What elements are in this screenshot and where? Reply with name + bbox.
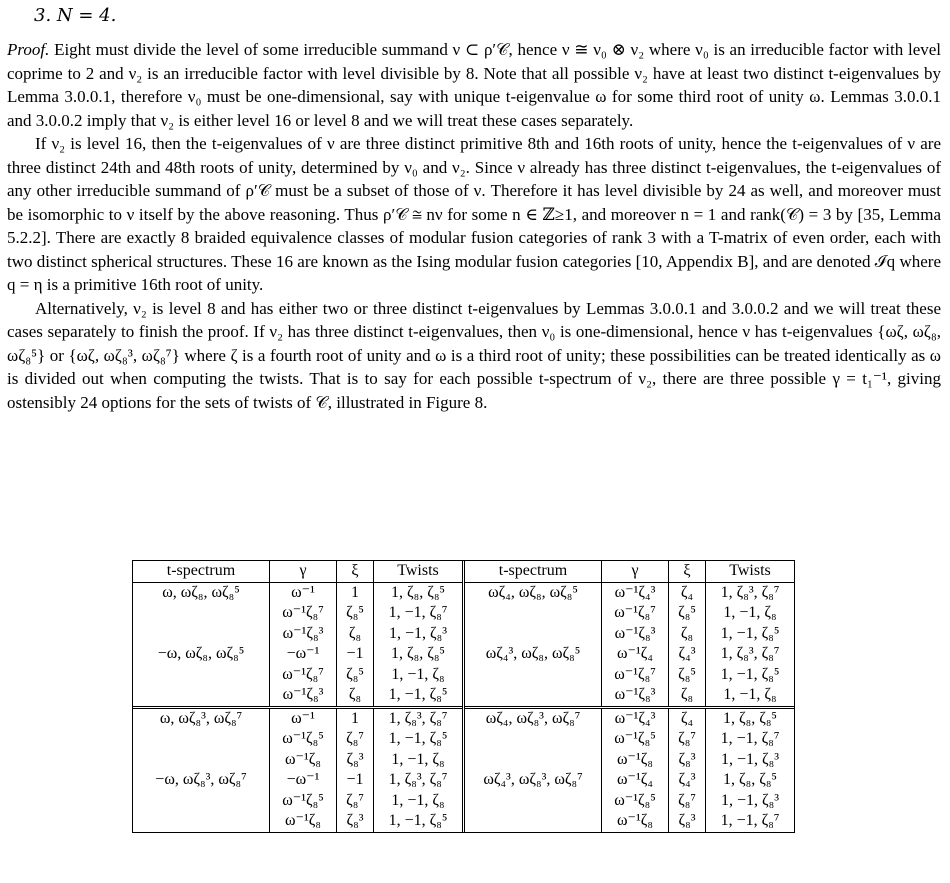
cell-twists: 1, ζ₈, ζ₈⁵ xyxy=(374,582,464,603)
cell-twists-2: 1, −1, ζ₈⁷ xyxy=(706,729,795,750)
cell-gamma-2: ω⁻¹ζ₈³ xyxy=(602,685,669,707)
cell-gamma-2: ω⁻¹ζ₈⁵ xyxy=(602,729,669,750)
cell-t-spectrum xyxy=(133,624,270,645)
cell-xi: −1 xyxy=(337,644,374,665)
cell-twists-2: 1, −1, ζ₈ xyxy=(706,603,795,624)
cell-t-spectrum: −ω, ωζ₈³, ωζ₈⁷ xyxy=(155,771,247,788)
cell-t-spectrum-2: ωζ₄, ωζ₈³, ωζ₈⁷ xyxy=(464,707,602,729)
cell-twists-2: 1, ζ₈³, ζ₈⁷ xyxy=(706,644,795,665)
cell-xi: ζ₈⁵ xyxy=(337,603,374,624)
header-xi-2: ξ xyxy=(669,561,706,582)
cell-gamma: ω⁻¹ζ₈³ xyxy=(270,685,337,707)
cell-xi: 1 xyxy=(337,582,374,603)
cell-t-spectrum-2 xyxy=(464,750,602,771)
header-xi: ξ xyxy=(337,561,374,582)
cell-gamma: −ω⁻¹ xyxy=(270,644,337,665)
table-row xyxy=(133,791,794,812)
table-block xyxy=(133,707,794,832)
table-row xyxy=(133,729,794,750)
cell-twists-2: 1, ζ₈, ζ₈⁵ xyxy=(706,770,795,791)
cell-gamma: ω⁻¹ζ₈⁷ xyxy=(270,665,337,686)
cell-twists-2: 1, ζ₈³, ζ₈⁷ xyxy=(706,582,795,603)
cell-xi: ζ₈ xyxy=(337,685,374,707)
cell-t-spectrum-2: ωζ₄, ωζ₈, ωζ₈⁵ xyxy=(464,582,602,603)
cell-twists: 1, −1, ζ₈ xyxy=(374,750,464,771)
cell-xi-2: ζ₈⁵ xyxy=(669,665,706,686)
cell-t-spectrum-2 xyxy=(464,685,602,707)
cell-twists: 1, ζ₈, ζ₈⁵ xyxy=(374,644,464,665)
table-block xyxy=(133,582,794,707)
cell-gamma: ω⁻¹ xyxy=(270,707,337,729)
case-heading: 3. N = 4. xyxy=(34,5,117,26)
cell-t-spectrum-2 xyxy=(464,811,602,832)
paragraph-text-1: Eight must divide the level of some irreducible summand ν ⊂ ρ′𝒞, hence ν ≅ ν₀ ⊗ ν₂ where ν₀ is an irreducible factor with level coprime to 2 and ν₂ is an irreducible factor with level divisible by 8. Note that all possible ν₂ have at least two distinct t-eigenvalues by Lemma 3.0.0.1, therefore ν₀ must be one-dimensional, say with unique t-eigenvalue ω for some third root of unity ω. Lemmas 3.0.0.1 and 3.0.0.2 imply that ν₂ is either level 16 or level 8 and we will treat these cases separately. xyxy=(7,40,942,130)
cell-xi-2: ζ₄ xyxy=(669,582,706,603)
table-row xyxy=(133,644,794,665)
cell-gamma-2: ω⁻¹ζ₄ xyxy=(602,644,669,665)
cell-twists: 1, −1, ζ₈⁵ xyxy=(374,685,464,707)
cell-t-spectrum-2 xyxy=(464,665,602,686)
cell-t-spectrum-2 xyxy=(464,603,602,624)
cell-t-spectrum xyxy=(133,603,270,624)
proof-paragraph-1 xyxy=(7,38,941,132)
cell-twists-2: 1, −1, ζ₈³ xyxy=(706,750,795,771)
cell-twists: 1, ζ₈³, ζ₈⁷ xyxy=(374,707,464,729)
cell-xi: ζ₈⁷ xyxy=(337,729,374,750)
cell-t-spectrum-2: ωζ₄³, ωζ₈³, ωζ₈⁷ xyxy=(464,770,602,791)
cell-gamma: ω⁻¹ζ₈³ xyxy=(270,624,337,645)
cell-t-spectrum: −ω, ωζ₈, ωζ₈⁵ xyxy=(157,645,245,662)
table-row xyxy=(133,665,794,686)
proof-paragraph-3: Alternatively, ν₂ is level 8 and has either two or three distinct t-eigenvalues by Lemmas 3.0.0.1 and 3.0.0.2 and we will treat these cases separately to finish the proof. If ν₂ has three distinct t-eigenvalues, then ν₀ is one-dimensional, hence ν has t-eigenvalues {ωζ, ωζ₈, ωζ₈⁵} or {ωζ, ωζ₈³, ωζ₈⁷} where ζ is a fourth root of unity and ω is a third root of unity; these possibilities can be treated identically as ω is divided out when computing the twists. That is to say for each possible t-spectrum of ν₂, there are three possible γ = t₁⁻¹, giving ostensibly 24 options for the sets of twists of 𝒞, illustrated in Figure 8. xyxy=(7,298,941,412)
twists-table xyxy=(132,560,795,833)
cell-xi: ζ₈ xyxy=(337,624,374,645)
cell-xi-2: ζ₈⁷ xyxy=(669,729,706,750)
cell-t-spectrum xyxy=(133,750,270,771)
cell-gamma-2: ω⁻¹ζ₈ xyxy=(602,750,669,771)
cell-twists: 1, −1, ζ₈ xyxy=(374,665,464,686)
cell-xi-2: ζ₈⁵ xyxy=(669,603,706,624)
cell-twists: 1, −1, ζ₈³ xyxy=(374,624,464,645)
cell-xi: ζ₈³ xyxy=(337,811,374,832)
header-twists-2: Twists xyxy=(706,561,795,582)
cell-twists-2: 1, −1, ζ₈ xyxy=(706,685,795,707)
cell-xi-2: ζ₈³ xyxy=(669,811,706,832)
proof-paragraph-2: If ν₂ is level 16, then the t-eigenvalues of ν are three distinct primitive 8th and 16th roots of unity, hence the t-eigenvalues of ν are three distinct 24th and 48th roots of unity, determined by ν₀ and ν₂. Since ν already has three distinct t-eigenvalues, the t-eigenvalues of any other irreducible summand of ρ′𝒞 must be a subset of those of ν. Therefore it has level divisible by 24 as well, and moreover must be isomorphic to ν itself by the above reasoning. Thus ρ′𝒞 ≅ nν for some n ∈ ℤ≥1, and moreover n = 1 and rank(𝒞) = 3 by [35, Lemma 5.2.2]. There are exactly 8 braided equivalence classes of modular fusion categories of rank 3 with a T-matrix of even order, each with two distinct spherical structures. These 16 are known as the Ising modular fusion categories [10, Appendix B], and are denoted ℐq where q = η is a primitive 16th root of unity. xyxy=(7,134,941,294)
table-row xyxy=(133,582,794,603)
cell-xi-2: ζ₄³ xyxy=(669,644,706,665)
cell-twists: 1, −1, ζ₈⁵ xyxy=(374,729,464,750)
cell-gamma-2: ω⁻¹ζ₈⁷ xyxy=(602,603,669,624)
cell-xi-2: ζ₄ xyxy=(669,707,706,729)
cell-twists-2: 1, −1, ζ₈⁷ xyxy=(706,811,795,832)
cell-xi: 1 xyxy=(337,707,374,729)
proof-label: Proof. xyxy=(7,40,50,59)
cell-xi-2: ζ₄³ xyxy=(669,770,706,791)
table-row xyxy=(133,770,794,791)
table-row xyxy=(133,685,794,707)
cell-xi-2: ζ₈ xyxy=(669,685,706,707)
cell-twists: 1, −1, ζ₈⁵ xyxy=(374,811,464,832)
cell-t-spectrum-2 xyxy=(464,729,602,750)
cell-t-spectrum: ω, ωζ₈, ωζ₈⁵ xyxy=(162,583,240,601)
twists-table-grid xyxy=(133,561,794,832)
cell-gamma: ω⁻¹ xyxy=(270,582,337,603)
cell-twists-2: 1, ζ₈, ζ₈⁵ xyxy=(706,707,795,729)
cell-gamma-2: ω⁻¹ζ₈⁵ xyxy=(602,791,669,812)
cell-gamma: ω⁻¹ζ₈⁷ xyxy=(270,603,337,624)
cell-twists-2: 1, −1, ζ₈⁵ xyxy=(706,624,795,645)
cell-xi-2: ζ₈³ xyxy=(669,750,706,771)
cell-twists: 1, ζ₈³, ζ₈⁷ xyxy=(374,770,464,791)
cell-twists: 1, −1, ζ₈⁷ xyxy=(374,603,464,624)
table-row xyxy=(133,707,794,729)
cell-t-spectrum xyxy=(133,685,270,707)
cell-xi: −1 xyxy=(337,770,374,791)
header-gamma: γ xyxy=(270,561,337,582)
cell-gamma: −ω⁻¹ xyxy=(270,770,337,791)
cell-t-spectrum xyxy=(133,791,270,812)
cell-xi: ζ₈⁵ xyxy=(337,665,374,686)
cell-t-spectrum-2 xyxy=(464,791,602,812)
cell-t-spectrum-2: ωζ₄³, ωζ₈, ωζ₈⁵ xyxy=(464,644,602,665)
cell-t-spectrum xyxy=(133,811,270,832)
table-row xyxy=(133,811,794,832)
proof-body xyxy=(7,38,941,414)
cell-gamma: ω⁻¹ζ₈ xyxy=(270,750,337,771)
cell-t-spectrum-2 xyxy=(464,624,602,645)
cell-t-spectrum xyxy=(133,729,270,750)
cell-t-spectrum xyxy=(133,665,270,686)
table-row xyxy=(133,603,794,624)
cell-twists: 1, −1, ζ₈ xyxy=(374,791,464,812)
cell-gamma: ω⁻¹ζ₈⁵ xyxy=(270,791,337,812)
table-row xyxy=(133,624,794,645)
cell-xi-2: ζ₈ xyxy=(669,624,706,645)
cell-xi: ζ₈³ xyxy=(337,750,374,771)
cell-t-spectrum: ω, ωζ₈³, ωζ₈⁷ xyxy=(133,707,270,729)
cell-gamma-2: ω⁻¹ζ₄³ xyxy=(602,707,669,729)
header-twists: Twists xyxy=(374,561,464,582)
cell-gamma-2: ω⁻¹ζ₈⁷ xyxy=(602,665,669,686)
cell-gamma-2: ω⁻¹ζ₈ xyxy=(602,811,669,832)
cell-gamma: ω⁻¹ζ₈ xyxy=(270,811,337,832)
cell-twists-2: 1, −1, ζ₈³ xyxy=(706,791,795,812)
table-row xyxy=(133,750,794,771)
cell-xi-2: ζ₈⁷ xyxy=(669,791,706,812)
cell-xi: ζ₈⁷ xyxy=(337,791,374,812)
header-t-spectrum: t-spectrum xyxy=(133,561,270,582)
cell-gamma: ω⁻¹ζ₈⁵ xyxy=(270,729,337,750)
header-t-spectrum-2: t-spectrum xyxy=(464,561,602,582)
table-header-row xyxy=(133,561,794,582)
cell-gamma-2: ω⁻¹ζ₈³ xyxy=(602,624,669,645)
cell-gamma-2: ω⁻¹ζ₄ xyxy=(602,770,669,791)
cell-twists-2: 1, −1, ζ₈⁵ xyxy=(706,665,795,686)
cell-gamma-2: ω⁻¹ζ₄³ xyxy=(602,582,669,603)
header-gamma-2: γ xyxy=(602,561,669,582)
